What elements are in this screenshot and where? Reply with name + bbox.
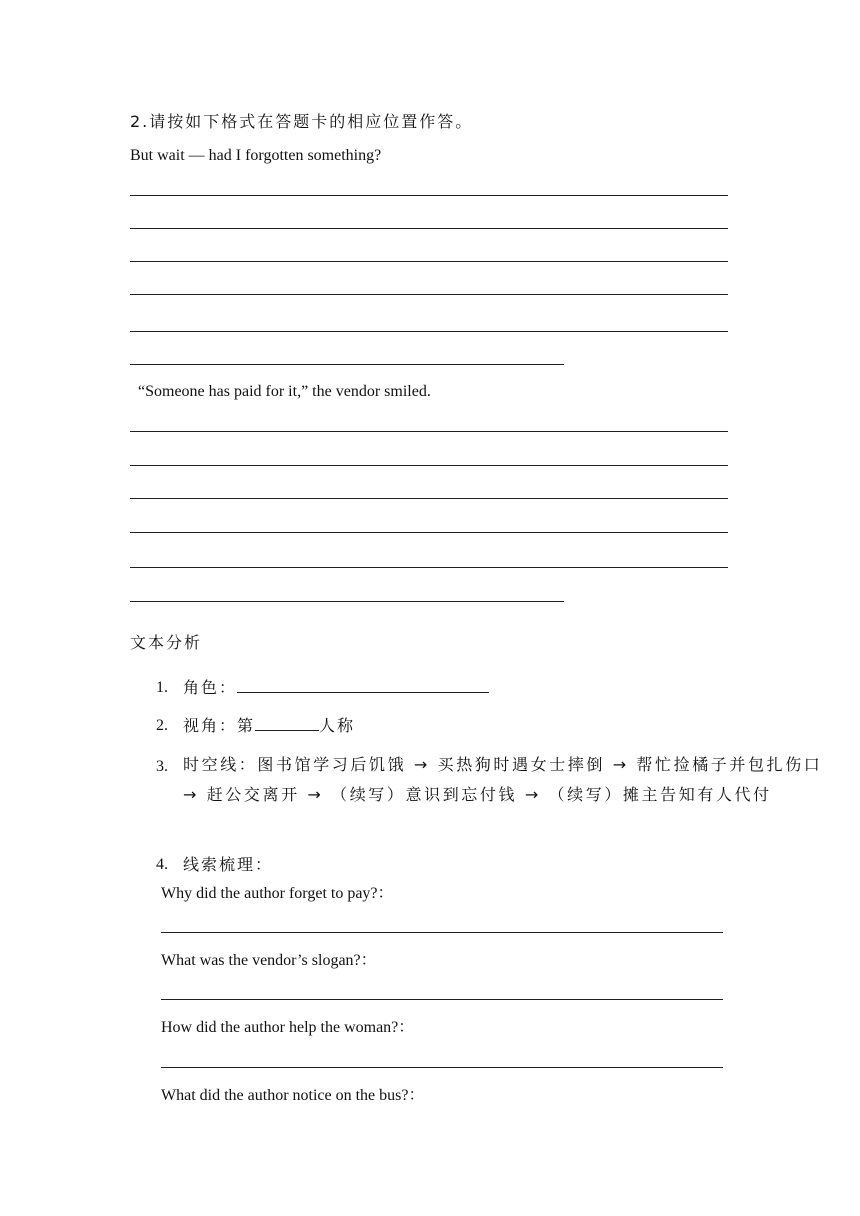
question-4: What did the author notice on the bus?：: [161, 1087, 425, 1104]
clue-label: 线索梳理：: [183, 855, 274, 874]
answer-line[interactable]: [130, 567, 728, 568]
role-label: 角色：: [183, 678, 238, 697]
item-number: 2.: [156, 717, 168, 734]
continuation-prompt-1: But wait — had I forgotten something?: [130, 147, 382, 164]
answer-line-short[interactable]: [130, 601, 564, 602]
question-3: How did the author help the woman?：: [161, 1019, 415, 1036]
timeline-line-2: [183, 785, 772, 805]
arrow-icon: →: [413, 755, 430, 774]
arrow-icon: →: [524, 785, 541, 804]
arrow-icon: →: [183, 785, 200, 804]
perspective-label: 视角：第: [183, 716, 256, 735]
answer-line[interactable]: [130, 431, 728, 432]
answer-line[interactable]: [130, 532, 728, 533]
answer-line[interactable]: [130, 331, 728, 332]
timeline-label: 时空线：: [183, 755, 258, 774]
item-number: 3.: [156, 758, 168, 775]
question-3-answer-line[interactable]: [161, 1067, 723, 1068]
answer-line[interactable]: [130, 195, 728, 196]
answer-line[interactable]: [130, 294, 728, 295]
item-perspective: [183, 716, 355, 736]
role-blank[interactable]: [237, 678, 489, 693]
section-title: 文本分析: [130, 633, 203, 652]
timeline-step: （续写）摊主告知有人代付: [548, 785, 772, 804]
item-role: [183, 678, 489, 698]
answer-line[interactable]: [130, 465, 728, 466]
question-2-answer-line[interactable]: [161, 999, 723, 1000]
question-2: What was the vendor’s slogan?：: [161, 952, 377, 969]
question-1: Why did the author forget to pay?：: [161, 885, 394, 902]
timeline-step: （续写）意识到忘付钱: [331, 785, 518, 804]
perspective-blank[interactable]: [255, 716, 319, 731]
continuation-prompt-2: “Someone has paid for it,” the vendor smiled.: [138, 383, 431, 400]
item-number: 4.: [156, 856, 168, 873]
answer-line[interactable]: [130, 498, 728, 499]
timeline-step: 买热狗时遇女士摔倒: [437, 755, 606, 774]
answer-line-short[interactable]: [130, 364, 564, 365]
arrow-icon: →: [307, 785, 324, 804]
perspective-suffix: 人称: [319, 716, 356, 735]
timeline-step: 图书馆学习后饥饿: [257, 755, 407, 774]
arrow-icon: →: [612, 755, 629, 774]
question-1-answer-line[interactable]: [161, 932, 723, 933]
timeline-line-1: [183, 755, 822, 775]
answer-line[interactable]: [130, 261, 728, 262]
instruction-text: 2.请按如下格式在答题卡的相应位置作答。: [130, 112, 474, 131]
item-number: 1.: [156, 679, 168, 696]
answer-line[interactable]: [130, 228, 728, 229]
timeline-step: 赶公交离开: [206, 785, 300, 804]
timeline-step: 帮忙捡橘子并包扎伤口: [636, 755, 823, 774]
